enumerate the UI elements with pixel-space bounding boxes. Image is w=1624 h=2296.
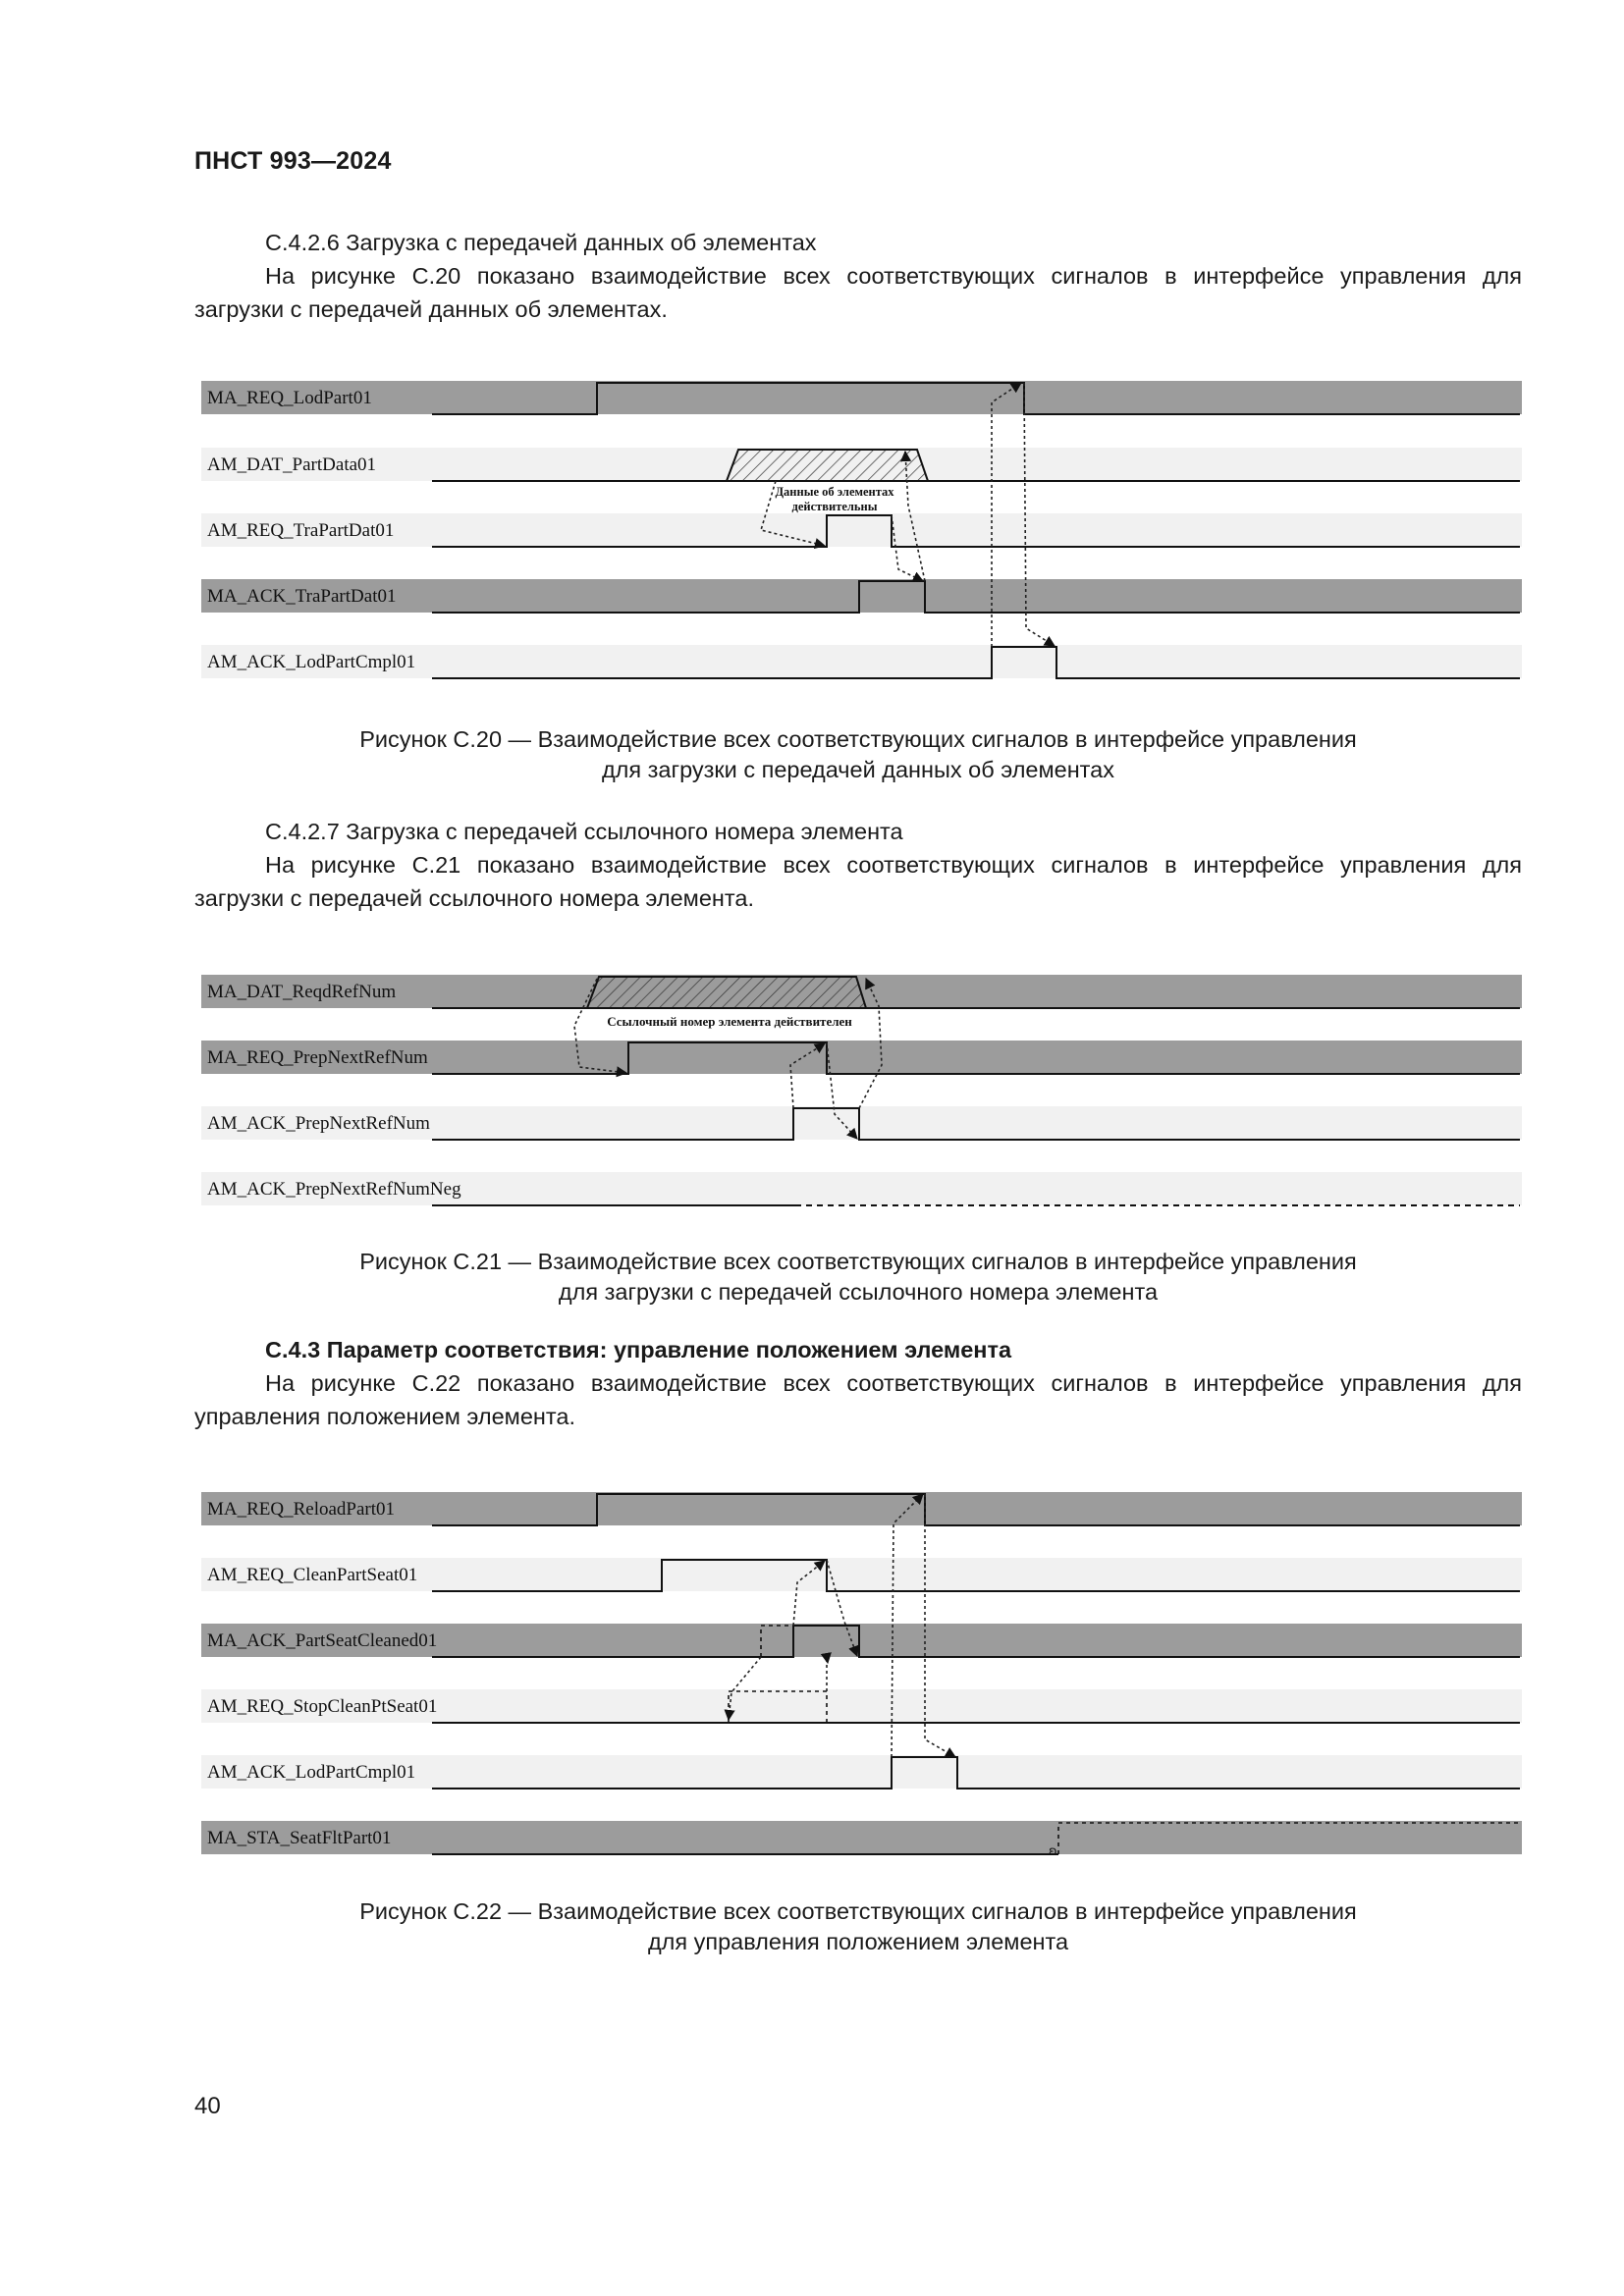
figure-c20-timing-diagram [0,373,1624,687]
section-c43-line2: управления положением элемента. [194,1404,575,1429]
figure-c21-caption-line2: для загрузки с передачей ссылочного номера элемента [558,1279,1159,1305]
signal-label-3: AM_REQ_TraPartDat01 [207,520,395,541]
signal-label-1: MA_REQ_ReloadPart01 [207,1499,396,1520]
section-c43-line1: На рисунке С.22 показано взаимодействие всех соответствующих сигналов в интерфейсе управления для [265,1370,1522,1396]
signal-label-2: AM_DAT_PartData01 [207,454,377,475]
section-c43-text [194,1333,1522,1433]
section-c426-line1: На рисунке С.20 показано взаимодействие всех соответствующих сигналов в интерфейсе управления для [265,263,1522,289]
page-number: 40 [194,2093,221,2119]
band-row1 [201,381,1522,414]
figure-c20-caption [194,724,1522,785]
figure-c20-caption-line2: для загрузки с передачей данных об элементах [601,757,1115,782]
signal-label-1: MA_DAT_ReqdRefNum [207,982,397,1002]
section-c427-line2: загрузки с передачей ссылочного номера элемента. [194,885,754,911]
refnum-valid-note: Ссылочный номер элемента действителен [607,1014,852,1029]
signal-label-2: AM_REQ_CleanPartSeat01 [207,1565,418,1585]
figure-c20-caption-line1: Рисунок С.20 — Взаимодействие всех соответствующих сигналов в интерфейсе управления [359,726,1357,752]
figure-c22-caption-line1: Рисунок С.22 — Взаимодействие всех соответствующих сигналов в интерфейсе управления [359,1898,1357,1924]
figure-c22-caption [194,1896,1522,1957]
arrow-stopclean-to-cleaned [827,1657,828,1691]
signal-label-5: AM_ACK_LodPartCmpl01 [207,1762,416,1783]
figure-c22-timing-diagram [0,1484,1624,1867]
signal-label-4: AM_REQ_StopCleanPtSeat01 [207,1696,438,1717]
document-header: ПНСТ 993—2024 [194,147,392,175]
band-row6 [201,1821,1522,1854]
figure-c21-caption [194,1247,1522,1308]
section-c43-heading: С.4.3 Параметр соответствия: управление положением элемента [265,1337,1012,1362]
section-c427-heading: С.4.2.7 Загрузка с передачей ссылочного номера элемента [265,819,903,844]
band-row3 [201,513,1522,547]
signal-label-4: MA_ACK_TraPartDat01 [207,586,397,607]
section-c426-line2: загрузки с передачей данных об элементах. [194,296,668,322]
section-c427-text [194,815,1522,915]
section-c427-line1: На рисунке С.21 показано взаимодействие всех соответствующих сигналов в интерфейсе управления для [265,852,1522,878]
band-row1 [201,1492,1522,1525]
band-row4 [201,579,1522,613]
signal-label-2: MA_REQ_PrepNextRefNum [207,1047,428,1068]
data-valid-window [727,450,928,481]
signal-label-5: AM_ACK_LodPartCmpl01 [207,652,416,672]
section-c426-heading: С.4.2.6 Загрузка с передачей данных об элементах [265,230,817,255]
data-valid-note-line1: Данные об элементах [775,485,894,499]
signal-label-6: MA_STA_SeatFltPart01 [207,1828,392,1848]
figure-c21-timing-diagram [0,967,1624,1212]
data-valid-note-line2: действительны [791,500,878,513]
signal-label-4: AM_ACK_PrepNextRefNumNeg [207,1179,461,1200]
figure-c21-caption-line1: Рисунок С.21 — Взаимодействие всех соответствующих сигналов в интерфейсе управления [359,1249,1357,1274]
signal-label-1: MA_REQ_LodPart01 [207,388,372,408]
figure-c22-caption-line2: для управления положением элемента [647,1929,1069,1954]
break-mark-icon: ʚ [1049,1844,1057,1859]
signal-label-3: MA_ACK_PartSeatCleaned01 [207,1630,438,1651]
refnum-valid-window [587,977,866,1008]
section-c426-text [194,226,1522,326]
signal-label-3: AM_ACK_PrepNextRefNum [207,1113,430,1134]
